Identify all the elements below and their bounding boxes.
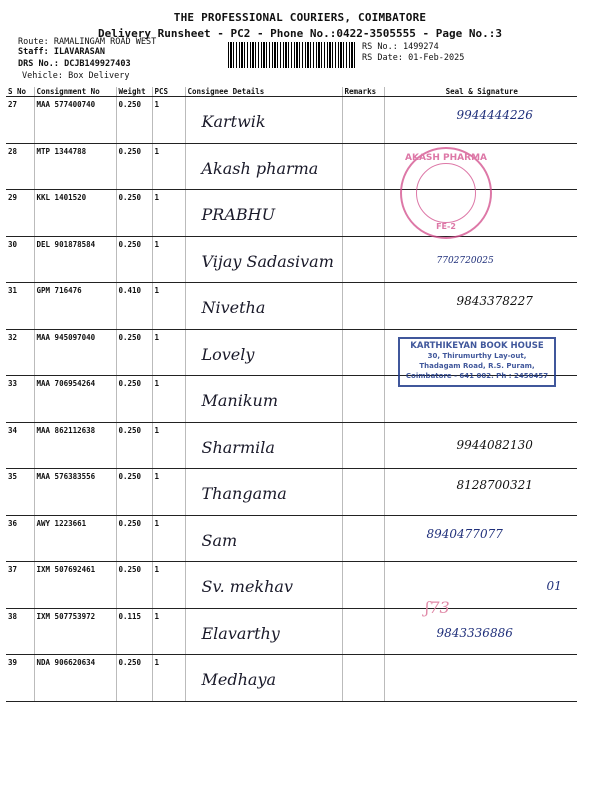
row-pcs: 1 bbox=[152, 515, 185, 562]
signature-handwriting: 9944444226 bbox=[456, 108, 533, 122]
pharma-round-stamp bbox=[400, 147, 492, 239]
row-pcs: 1 bbox=[152, 376, 185, 423]
row-pcs: 1 bbox=[152, 190, 185, 237]
row-consignee-cell bbox=[185, 329, 342, 376]
row-remarks bbox=[342, 469, 384, 516]
row-remarks bbox=[342, 190, 384, 237]
row-weight: 0.250 bbox=[116, 515, 152, 562]
row-signature-cell bbox=[384, 236, 577, 283]
row-pcs: 1 bbox=[152, 562, 185, 609]
row-consignee-cell bbox=[185, 608, 342, 655]
company-title: THE PROFESSIONAL COURIERS, COIMBATORE bbox=[173, 11, 427, 24]
consignee-handwriting: Sharmila bbox=[201, 437, 275, 457]
table-row bbox=[6, 469, 577, 516]
row-remarks bbox=[342, 329, 384, 376]
route-value: RAMALINGAM ROAD WEST bbox=[53, 37, 157, 47]
row-sno: 35 bbox=[6, 469, 34, 516]
consignee-handwriting: Kartwik bbox=[201, 112, 266, 131]
row-consignee-cell bbox=[185, 655, 342, 702]
row-consignment: IXM 507692461 bbox=[34, 562, 116, 609]
route-label: Route: bbox=[18, 37, 49, 47]
stamp-pharma-code: FE-2 bbox=[436, 222, 456, 231]
col-header-remarks: Remarks bbox=[342, 87, 384, 97]
barcode-image bbox=[228, 42, 356, 68]
signature-handwriting: 9843336886 bbox=[436, 625, 513, 640]
row-signature-cell bbox=[384, 422, 577, 469]
consignee-handwriting: Medhaya bbox=[201, 670, 277, 689]
row-weight: 0.115 bbox=[116, 608, 152, 655]
book-house-stamp bbox=[398, 337, 556, 387]
vehicle-value: Box Delivery bbox=[68, 71, 130, 81]
row-signature-cell bbox=[384, 283, 577, 330]
table-row bbox=[6, 422, 577, 469]
row-consignment: MAA 862112638 bbox=[34, 422, 116, 469]
row-weight: 0.250 bbox=[116, 97, 152, 144]
row-pcs: 1 bbox=[152, 236, 185, 283]
rs-no-line bbox=[362, 42, 439, 52]
table-row bbox=[6, 283, 577, 330]
pink-scribble-mark: ʃ73 bbox=[425, 598, 450, 617]
table-row bbox=[6, 562, 577, 609]
consignee-handwriting: Sam bbox=[201, 530, 238, 550]
row-consignee-cell bbox=[185, 283, 342, 330]
row-sno: 30 bbox=[6, 236, 34, 283]
row-consignee-cell bbox=[185, 143, 342, 190]
row-weight: 0.250 bbox=[116, 143, 152, 190]
row-sno: 27 bbox=[6, 97, 34, 144]
signature-handwriting: 8128700321 bbox=[456, 478, 533, 492]
row-sno: 34 bbox=[6, 422, 34, 469]
row-weight: 0.250 bbox=[116, 190, 152, 237]
rs-no-value: 1499274 bbox=[402, 42, 439, 52]
row-consignment: AWY 1223661 bbox=[34, 515, 116, 562]
route-line bbox=[18, 37, 156, 47]
stamp-book-house-name: KARTHIKEYAN BOOK HOUSE bbox=[410, 341, 544, 351]
row-consignee-cell bbox=[185, 562, 342, 609]
staff-label: Staff: bbox=[18, 47, 49, 57]
row-consignment: KKL 1401520 bbox=[34, 190, 116, 237]
row-consignment: IXM 507753972 bbox=[34, 608, 116, 655]
drs-line bbox=[18, 59, 131, 69]
row-sno: 37 bbox=[6, 562, 34, 609]
row-consignment: MTP 1344788 bbox=[34, 143, 116, 190]
vehicle-line bbox=[22, 71, 130, 81]
table-header-row bbox=[6, 87, 577, 97]
row-weight: 0.250 bbox=[116, 422, 152, 469]
row-sno: 39 bbox=[6, 655, 34, 702]
row-consignee-cell bbox=[185, 515, 342, 562]
row-pcs: 1 bbox=[152, 469, 185, 516]
consignee-handwriting: Manikum bbox=[201, 391, 279, 410]
row-sno: 31 bbox=[6, 283, 34, 330]
row-remarks bbox=[342, 143, 384, 190]
signature-handwriting: 9944082130 bbox=[456, 437, 533, 452]
runsheet-table bbox=[6, 87, 577, 702]
row-remarks bbox=[342, 283, 384, 330]
row-signature-cell bbox=[384, 655, 577, 702]
stamp-pharma-name: AKASH PHARMA bbox=[405, 153, 487, 163]
drs-value: DCJB149927403 bbox=[64, 59, 131, 69]
row-sno: 33 bbox=[6, 376, 34, 423]
row-consignee-cell bbox=[185, 376, 342, 423]
row-consignment: MAA 577400740 bbox=[34, 97, 116, 144]
row-pcs: 1 bbox=[152, 422, 185, 469]
consignee-handwriting: Elavarthy bbox=[201, 623, 280, 643]
signature-handwriting: 9843378227 bbox=[456, 294, 533, 308]
row-signature-cell bbox=[384, 469, 577, 516]
row-sno: 28 bbox=[6, 143, 34, 190]
row-consignment: MAA 576383556 bbox=[34, 469, 116, 516]
table-row bbox=[6, 143, 577, 190]
row-consignee-cell bbox=[185, 236, 342, 283]
row-consignment: MAA 706954264 bbox=[34, 376, 116, 423]
row-remarks bbox=[342, 97, 384, 144]
stamp-book-house-addr3: Coimbatore - 641 002. Ph : 2450457 bbox=[405, 372, 549, 380]
row-consignment: DEL 901878584 bbox=[34, 236, 116, 283]
stamp-book-house-addr2: Thadagam Road, R.S. Puram, bbox=[419, 362, 535, 370]
row-sno: 38 bbox=[6, 608, 34, 655]
row-consignee-cell bbox=[185, 97, 342, 144]
row-remarks bbox=[342, 376, 384, 423]
staff-line bbox=[18, 47, 105, 57]
col-header-consignment: Consignment No bbox=[34, 87, 116, 97]
row-consignee-cell bbox=[185, 469, 342, 516]
signature-handwriting: 7702720025 bbox=[436, 255, 494, 266]
col-header-consignee: Consignee Details bbox=[185, 87, 342, 97]
stamp-book-house-addr1: 30, Thirumurthy Lay-out, bbox=[427, 352, 527, 360]
row-sno: 32 bbox=[6, 329, 34, 376]
row-consignment: GPM 716476 bbox=[34, 283, 116, 330]
row-weight: 0.250 bbox=[116, 562, 152, 609]
rs-date-label: RS Date: bbox=[362, 53, 403, 63]
row-remarks bbox=[342, 608, 384, 655]
row-pcs: 1 bbox=[152, 143, 185, 190]
row-consignment: NDA 906620634 bbox=[34, 655, 116, 702]
table-row bbox=[6, 236, 577, 283]
row-remarks bbox=[342, 515, 384, 562]
consignee-handwriting: Nivetha bbox=[201, 298, 266, 317]
row-pcs: 1 bbox=[152, 608, 185, 655]
row-pcs: 1 bbox=[152, 655, 185, 702]
stamp-inner-ring bbox=[416, 163, 476, 223]
col-header-signature: Seal & Signature bbox=[384, 87, 577, 97]
row-sno: 36 bbox=[6, 515, 34, 562]
table-row bbox=[6, 655, 577, 702]
staff-value: ILAVARASAN bbox=[53, 47, 106, 57]
rs-date-line bbox=[362, 53, 464, 63]
runsheet-subtitle: Delivery Runsheet - PC2 - Phone No.:0422-3505555 - Page No.:3 bbox=[98, 27, 502, 40]
drs-label: DRS No.: bbox=[18, 59, 59, 69]
row-pcs: 1 bbox=[152, 283, 185, 330]
row-remarks bbox=[342, 422, 384, 469]
row-weight: 0.250 bbox=[116, 655, 152, 702]
row-consignee-cell bbox=[185, 422, 342, 469]
col-header-weight: Weight bbox=[116, 87, 152, 97]
row-sno: 29 bbox=[6, 190, 34, 237]
row-remarks bbox=[342, 236, 384, 283]
row-pcs: 1 bbox=[152, 329, 185, 376]
col-header-pcs: PCS bbox=[152, 87, 185, 97]
row-weight: 0.250 bbox=[116, 329, 152, 376]
signature-handwriting: 8940477077 bbox=[426, 526, 503, 541]
consignee-handwriting: Sv. mekhav bbox=[201, 577, 293, 596]
row-weight: 0.250 bbox=[116, 376, 152, 423]
row-remarks bbox=[342, 655, 384, 702]
vehicle-label: Vehicle: bbox=[22, 71, 63, 81]
signature-handwriting: 01 bbox=[546, 579, 562, 593]
row-weight: 0.410 bbox=[116, 283, 152, 330]
row-weight: 0.250 bbox=[116, 236, 152, 283]
row-signature-cell bbox=[384, 97, 577, 144]
row-signature-cell bbox=[384, 562, 577, 609]
rs-no-label: RS No.: bbox=[362, 42, 398, 52]
consignee-handwriting: Akash pharma bbox=[201, 158, 319, 178]
row-signature-cell bbox=[384, 608, 577, 655]
row-remarks bbox=[342, 562, 384, 609]
col-header-sno: S No bbox=[6, 87, 34, 97]
row-pcs: 1 bbox=[152, 97, 185, 144]
row-signature-cell bbox=[384, 515, 577, 562]
row-weight: 0.250 bbox=[116, 469, 152, 516]
consignee-handwriting: PRABHU bbox=[201, 205, 276, 224]
row-consignee-cell bbox=[185, 190, 342, 237]
table-row bbox=[6, 515, 577, 562]
rs-date-value: 01-Feb-2025 bbox=[408, 53, 465, 63]
consignee-handwriting: Lovely bbox=[201, 344, 255, 364]
table-row bbox=[6, 97, 577, 144]
consignee-handwriting: Vijay Sadasivam bbox=[201, 251, 334, 271]
table-row bbox=[6, 608, 577, 655]
row-consignment: MAA 945097040 bbox=[34, 329, 116, 376]
consignee-handwriting: Thangama bbox=[201, 484, 287, 503]
